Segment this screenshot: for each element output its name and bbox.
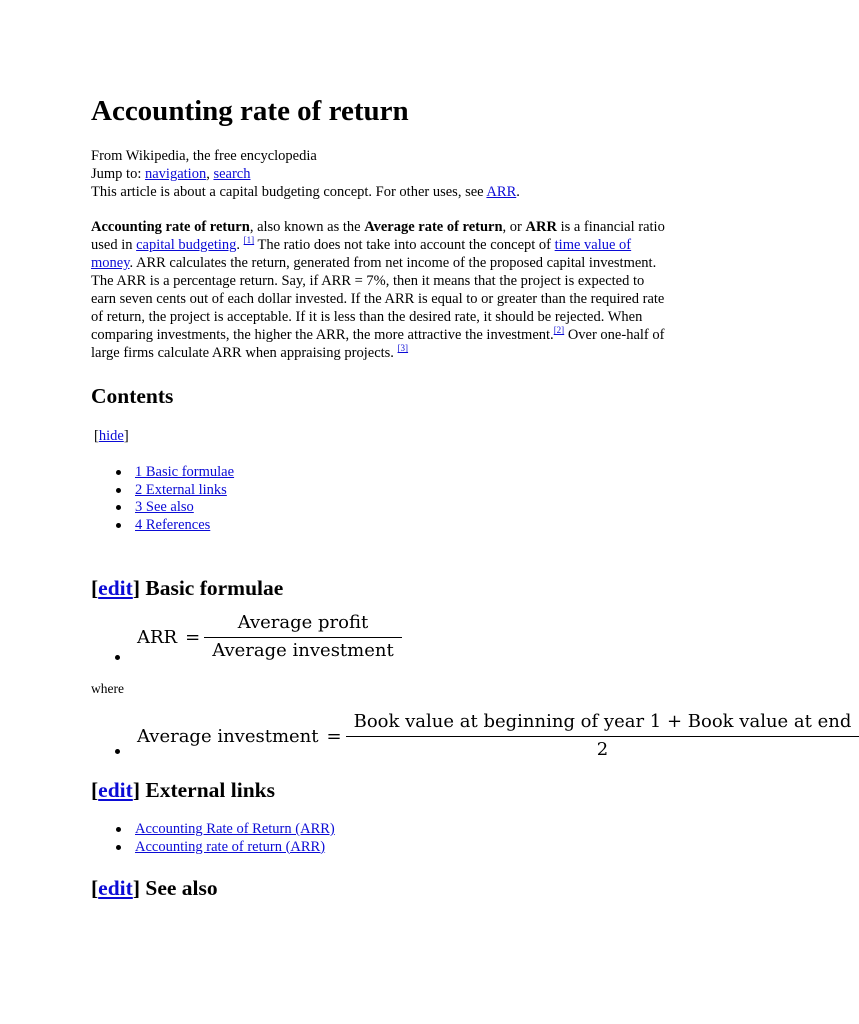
intro-paragraph: Accounting rate of return, also known as the Average rate of return, or ARR is a financial ratio used in capital budgeting. [1] The ratio does not take into account the concept of time value of money. ARR calculates the return, generated from net income of the proposed capital investment. The ARR is a percentage return. Say, if ARR = 7%, then it means that the project is expected to earn seven cents out of each dollar invested. If the ARR is equal to or greater than the required rate of return, the project is acceptable. If it is less than the desired rate, it should be rejected. When comparing investments, the higher the ARR, the more attractive the investment.[2] Over one-half of large firms calculate ARR when appraising projects. [3]	[91, 219, 665, 361]
section-heading-basic-formulae: [edit] Basic formulae	[91, 576, 284, 600]
toc-link-references[interactable]: 4 References	[135, 516, 211, 533]
arr-disambiguation-link[interactable]: ARR	[486, 184, 517, 200]
toc-link-external-links[interactable]: 2 External links	[135, 481, 227, 498]
formula-bullet	[115, 655, 120, 660]
formula-arr: ARR = $\frac{\text{Average profit}}{\text{Average investment}}$	[137, 612, 398, 662]
formula-average-investment: Average investment = $\frac{\text{Book value at beginning of year 1 + Book value at end}}{2}$	[137, 711, 855, 761]
site-sub: From Wikipedia, the free encyclopedia	[91, 148, 317, 164]
hatnote: This article is about a capital budgeting concept. For other uses, see ARR.	[91, 184, 520, 200]
time-value-of-money-link[interactable]: time value of money	[91, 237, 632, 271]
reference-3-link[interactable]: [3]	[397, 343, 409, 353]
toc-link-basic-formulae[interactable]: 1 Basic formulae	[135, 464, 235, 480]
edit-link[interactable]: edit	[98, 576, 133, 600]
toc-link-see-also[interactable]: 3 See also	[135, 499, 194, 515]
reference-1-link[interactable]: [1]	[243, 235, 255, 245]
jump-to: Jump to: navigation, search	[91, 166, 251, 182]
toc-item	[91, 498, 234, 516]
section-heading-external-links: [edit] External links	[91, 778, 275, 802]
section-heading-see-also: [edit] See also	[91, 876, 218, 900]
search-link[interactable]: search	[213, 166, 251, 182]
toc-hide-link[interactable]: hide	[98, 428, 124, 444]
reference-2-link[interactable]: [2]	[553, 325, 565, 335]
capital-budgeting-link[interactable]: capital budgeting	[136, 237, 237, 253]
list-item	[91, 838, 335, 856]
page-title: Accounting rate of return	[91, 95, 409, 127]
external-link[interactable]: Accounting rate of return (ARR)	[135, 838, 326, 855]
toc-toggle: [hide]	[94, 428, 129, 444]
toc-item	[91, 463, 234, 481]
external-links-list	[91, 820, 335, 855]
toc-item	[91, 516, 234, 534]
edit-link[interactable]: edit	[98, 876, 133, 900]
edit-link[interactable]: edit	[98, 778, 133, 802]
article-meta	[91, 147, 691, 201]
formula-bullet	[115, 749, 120, 754]
navigation-link[interactable]: navigation	[144, 166, 207, 182]
where-text: where	[91, 681, 124, 696]
list-item	[91, 820, 335, 838]
fraction: $\frac{\text{Average profit}}{\text{Average investment}}$	[208, 612, 398, 662]
toc-item	[91, 481, 234, 499]
contents-heading: Contents	[91, 384, 174, 408]
external-link[interactable]: Accounting Rate of Return (ARR)	[135, 821, 335, 837]
fraction: $\frac{\text{Book value at beginning of year 1 + Book value at end}}{2}$	[350, 711, 856, 761]
toc-list	[91, 463, 234, 533]
